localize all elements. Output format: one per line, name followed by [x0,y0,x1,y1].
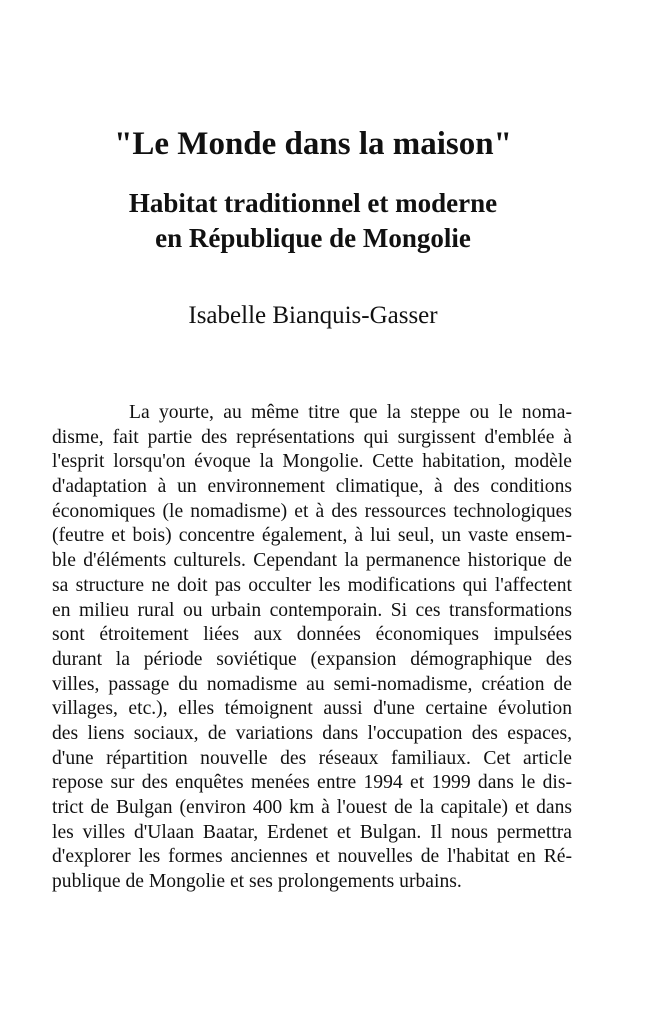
paragraph-line: d'adaptation à un environnement climatique, à des conditions [52,476,572,498]
paragraph-line: durant la période soviétique (expansion démographique des [52,648,572,670]
article-subtitle-line-1: Habitat traditionnel et moderne [128,188,498,218]
paragraph-line: La yourte, au même titre que la steppe ou le noma- [129,402,572,423]
article-author: Isabelle Bianquis-Gasser [188,302,438,329]
paragraph-line: disme, fait partie des représentations qui surgissent d'emblée à [52,426,572,448]
paragraph-line: publique de Mongolie et ses prolongements urbains. [52,871,462,893]
paragraph-line: en milieu rural ou urbain contemporain. Si ces transformations [52,599,572,621]
paragraph-line: villages, etc.), elles témoignent aussi d'une certaine évolution [52,698,572,720]
article-title: "Le Monde dans la maison" [114,126,512,162]
paragraph-line: repose sur des enquêtes menées entre 1994 et 1999 dans le dis- [52,772,572,794]
paragraph-line: sont étroitement liées aux données économiques impulsées [52,624,572,646]
paragraph-line: (feutre et bois) concentre également, à lui seul, un vaste ensem- [52,525,572,547]
paragraph-line: villes, passage du nomadisme au semi-nomadisme, création de [52,673,572,695]
paragraph-line: l'esprit lorsqu'on évoque la Mongolie. Cette habitation, modèle [52,451,572,473]
article-subtitle-line-2: en République de Mongolie [155,223,471,253]
paragraph-line: d'explorer les formes anciennes et nouvelles de l'habitat en Ré- [52,846,572,868]
article-body-paragraph [52,401,572,895]
paragraph-line: trict de Bulgan (environ 400 km à l'ouest de la capitale) et dans [52,797,572,818]
paragraph-line: ble d'éléments culturels. Cependant la permanence historique de [52,550,572,572]
paragraph-line: les villes d'Ulaan Baatar, Erdenet et Bulgan. Il nous permettra [52,821,572,843]
paragraph-line: d'une répartition nouvelle des réseaux familiaux. Cet article [52,747,572,769]
paragraph-line: sa structure ne doit pas occulter les modifications qui l'affectent [52,574,572,596]
paragraph-line: économiques (le nomadisme) et à des ressources technologiques [52,500,572,522]
paragraph-line: des liens sociaux, de variations dans l'occupation des espaces, [52,722,572,744]
